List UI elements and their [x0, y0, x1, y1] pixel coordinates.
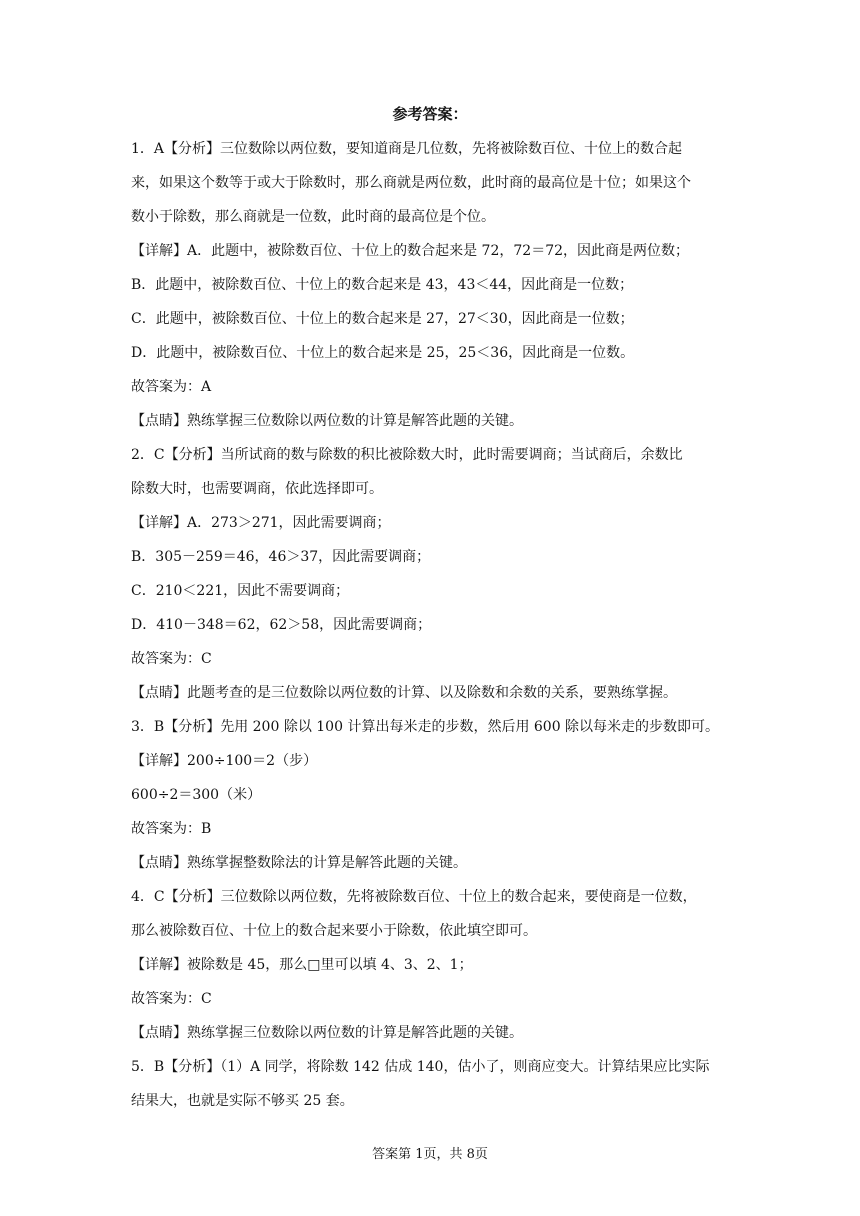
text-line: D．此题中，被除数百位、十位上的数合起来是 25，25＜36，因此商是一位数。	[131, 345, 635, 361]
text-line: 【详解】200÷100＝2（步）	[131, 753, 318, 769]
text-line: 【详解】被除数是 45，那么□里可以填 4、3、2、1；	[131, 957, 473, 973]
text-line: 【详解】A．273＞271，因此需要调商；	[131, 515, 391, 531]
text-line: 5．B【分析】（1）A 同学，将除数 142 估成 140，估小了，则商应变大。计算结果应比实际	[131, 1059, 710, 1075]
text-line: 1．A【分析】三位数除以两位数，要知道商是几位数，先将被除数百位、十位上的数合起	[131, 141, 683, 157]
text-line: 结果大，也就是实际不够买 25 套。	[131, 1093, 354, 1109]
text-line: 【点睛】熟练掌握三位数除以两位数的计算是解答此题的关键。	[131, 1025, 523, 1041]
text-line: 【点睛】熟练掌握整数除法的计算是解答此题的关键。	[131, 855, 467, 871]
text-line: 故答案为：C	[131, 991, 212, 1007]
text-line: 故答案为：C	[131, 651, 212, 667]
text-line: B．此题中，被除数百位、十位上的数合起来是 43，43＜44，因此商是一位数；	[131, 277, 634, 293]
text-line: C．210＜221，因此不需要调商；	[131, 583, 350, 599]
text-line: 数小于除数，那么商就是一位数，此时商的最高位是个位。	[131, 209, 495, 225]
text-line: 3．B【分析】先用 200 除以 100 计算出每米走的步数，然后用 600 除以每米走的步数即可。	[131, 719, 720, 735]
text-line: 2．C【分析】当所试商的数与除数的积比被除数大时，此时需要调商；当试商后，余数比	[131, 447, 683, 463]
text-line: 【点睛】熟练掌握三位数除以两位数的计算是解答此题的关键。	[131, 413, 523, 429]
text-line: 【详解】A．此题中，被除数百位、十位上的数合起来是 72，72＝72，因此商是两位数；	[131, 243, 690, 259]
text-line: D．410－348＝62，62＞58，因此需要调商；	[131, 617, 432, 633]
text-line: 除数大时，也需要调商，依此选择即可。	[131, 481, 383, 497]
text-line: 故答案为：B	[131, 821, 212, 837]
text-line: 4．C【分析】三位数除以两位数，先将被除数百位、十位上的数合起来，要使商是一位数，	[131, 889, 697, 905]
text-line: 故答案为：A	[131, 379, 212, 395]
text-line: C．此题中，被除数百位、十位上的数合起来是 27，27＜30，因此商是一位数；	[131, 311, 634, 327]
text-line: 来，如果这个数等于或大于除数时，那么商就是两位数，此时商的最高位是十位；如果这个	[131, 175, 691, 191]
answer-content	[131, 132, 743, 1118]
text-line: 600÷2＝300（米）	[131, 787, 262, 803]
text-line: 【点睛】此题考查的是三位数除以两位数的计算、以及除数和余数的关系，要熟练掌握。	[131, 685, 677, 701]
text-line: B．305－259＝46，46＞37，因此需要调商；	[131, 549, 431, 565]
page-title: 参考答案：	[392, 105, 468, 123]
page-footer: 答案第 1页，共 8页	[372, 1147, 488, 1162]
text-line: 那么被除数百位、十位上的数合起来要小于除数，依此填空即可。	[131, 923, 537, 939]
